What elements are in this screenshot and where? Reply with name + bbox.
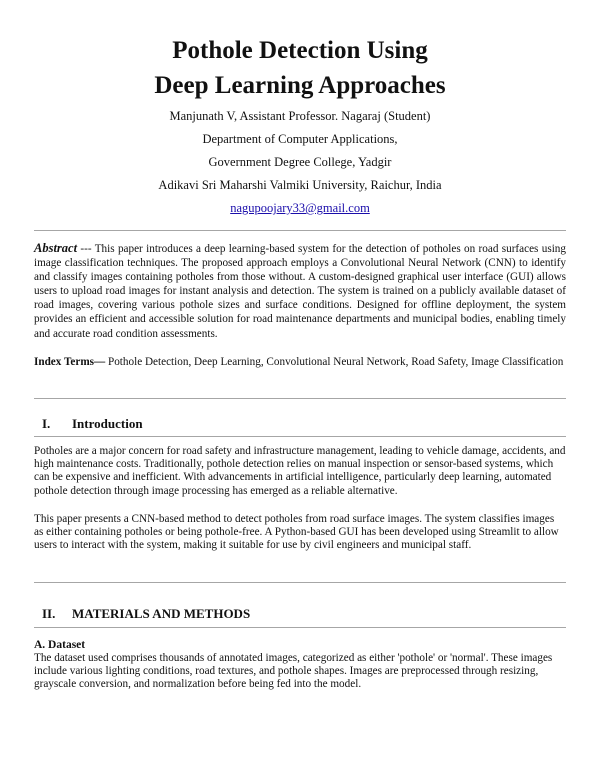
divider-section-2	[34, 627, 566, 628]
index-terms-text: Pothole Detection, Deep Learning, Convolutional Neural Network, Road Safety, Image Classification	[105, 356, 564, 368]
section-heading-materials-methods	[42, 606, 250, 622]
paper-title-line-1: Pothole Detection Using	[172, 37, 428, 64]
intro-paragraph-1: Potholes are a major concern for road safety and infrastructure management, leading to vehicle damage, accidents, and high maintenance costs. Traditionally, pothole detection relies on manual inspection or sensor-based systems, which can be expensive and inefficient. With advancements in artificial intelligence, particularly deep learning, automated pothole detection through image processing has emerged as a reliable alternative.	[34, 445, 566, 497]
university: Adikavi Sri Maharshi Valmiki University, Raichur, India	[158, 178, 442, 192]
index-terms-label: Index Terms—	[34, 356, 106, 368]
abstract-label: Abstract	[34, 241, 78, 255]
abstract-separator: ---	[77, 243, 95, 255]
divider-top	[34, 230, 566, 231]
paper-title-line-2: Deep Learning Approaches	[154, 72, 446, 99]
email-line	[0, 200, 600, 216]
subsection-heading-dataset: A. Dataset	[34, 639, 86, 651]
divider-section-2-top	[34, 582, 566, 583]
abstract-text: This paper introduces a deep learning-based system for the detection of potholes on road surfaces using image classification techniques. The proposed approach employs a Convolutional Neural Network (CNN) to identify and classify images containing potholes from those without. A custom-designed graphical user interface (GUI) allows users to upload road images for instant analysis and detection. The system is trained on a publicly available dataset of road images, covering various pothole sizes and surface conditions. Designed for offline deployment, the system provides an efficient and accessible solution for road maintenance departments and municipal bodies, enabling timely and accurate road condition assessments.	[34, 243, 566, 340]
abstract	[34, 241, 566, 341]
divider-abstract-end	[34, 398, 566, 399]
section-number: II.	[42, 606, 56, 621]
divider-intro	[34, 436, 566, 437]
section-title: MATERIALS AND METHODS	[72, 606, 251, 621]
section-heading-introduction	[42, 416, 143, 432]
authors: Manjunath V, Assistant Professor. Nagaraj (Student)	[169, 109, 431, 123]
section-number: I.	[42, 416, 51, 431]
intro-paragraph-2: This paper presents a CNN-based method to detect potholes from road surface images. The system classifies images as either containing potholes or being pothole-free. A Python-based GUI has been developed using Streamlit to allow users to interact with the system, making it suitable for use by civil engineers and municipal staff.	[34, 513, 559, 552]
college: Government Degree College, Yadgir	[208, 155, 392, 169]
index-terms	[34, 355, 566, 369]
author-email-link[interactable]: nagupoojary33@gmail.com	[230, 201, 370, 215]
department: Department of Computer Applications,	[202, 132, 398, 146]
section-title: Introduction	[72, 416, 143, 431]
dataset-paragraph: The dataset used comprises thousands of annotated images, categorized as either 'pothole' or 'normal'. These images include various lighting conditions, road textures, and pothole shapes. Images are preprocessed through resizing, grayscale conversion, and normalization before being fed into the model.	[34, 652, 553, 691]
